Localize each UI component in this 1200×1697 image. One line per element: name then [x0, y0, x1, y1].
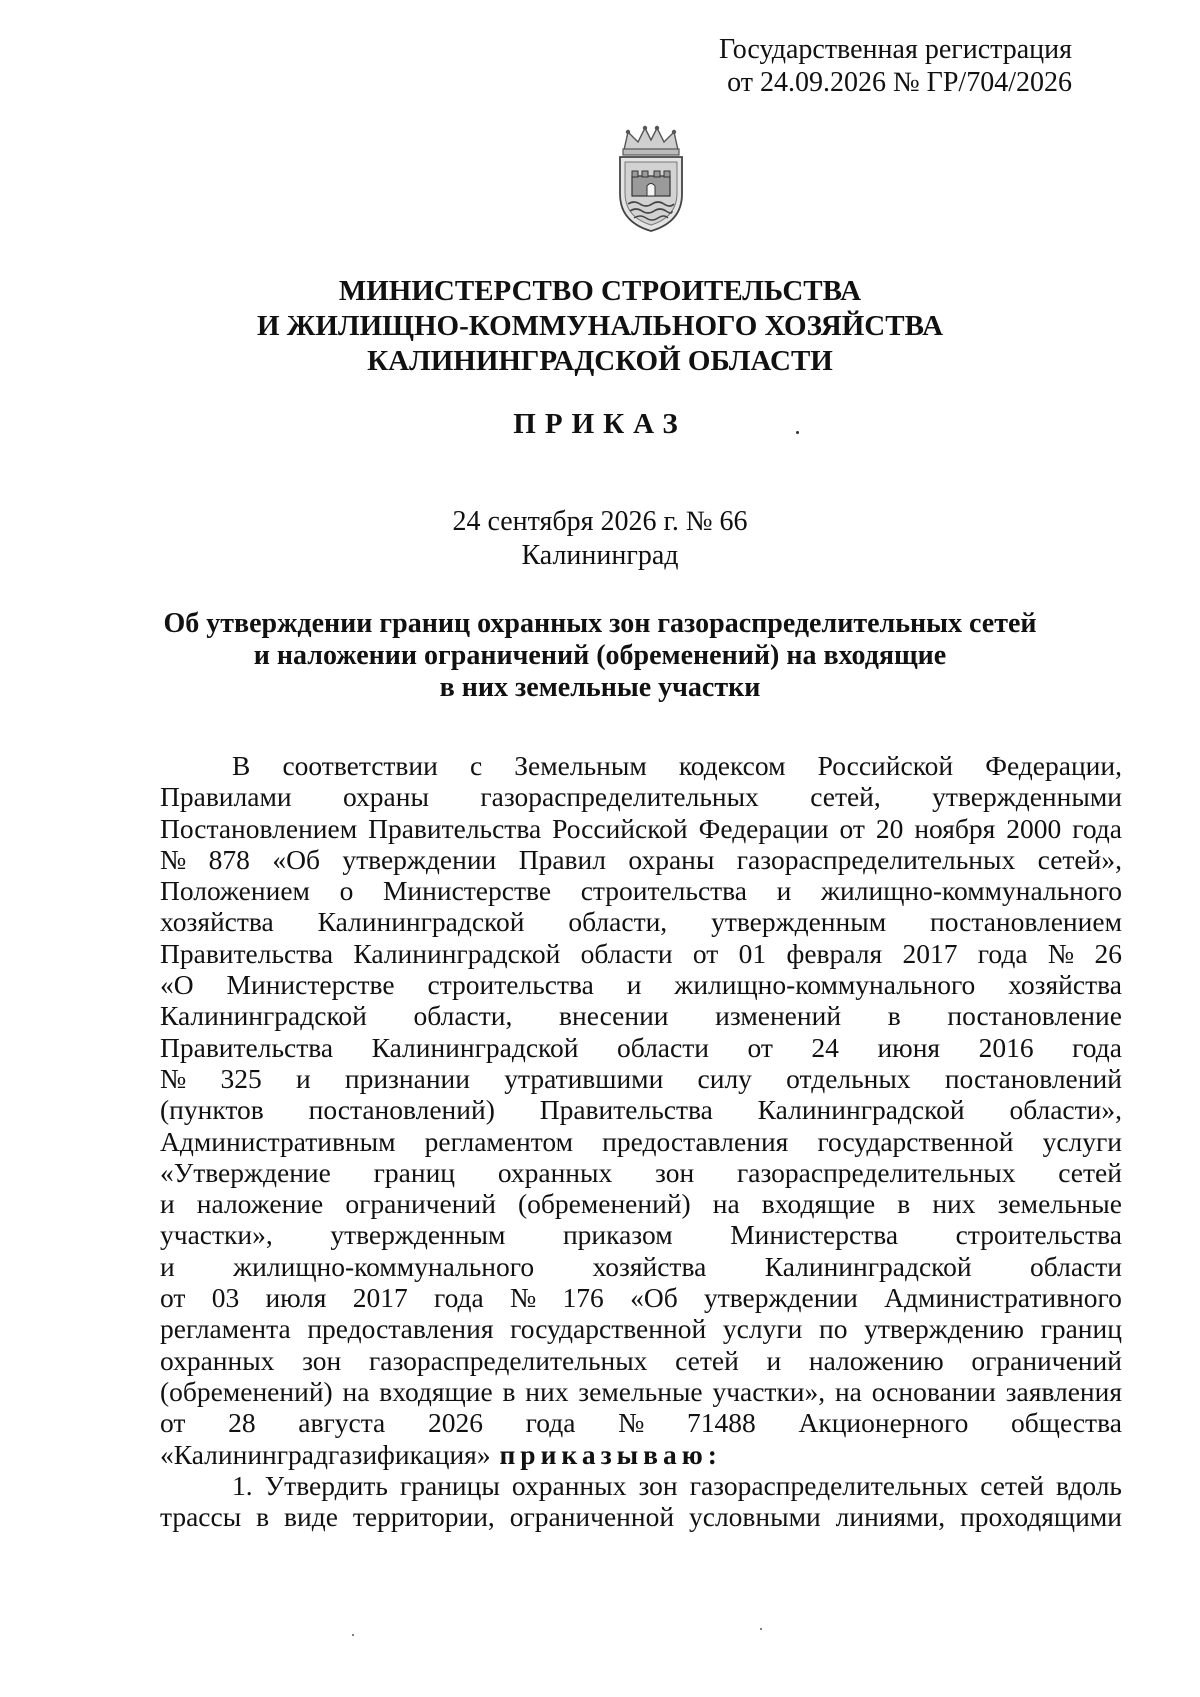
word: В [232, 750, 251, 781]
word: от [747, 1031, 773, 1063]
company-name: «Калининградгазификация» [160, 1438, 491, 1470]
scan-speck [796, 431, 799, 434]
preamble-line [160, 750, 1122, 781]
word: от [692, 937, 719, 969]
word: Российской [817, 750, 954, 781]
word: на [834, 1375, 862, 1407]
word: отдельных [786, 1062, 911, 1094]
word: № [1047, 937, 1075, 969]
preamble-line [160, 1313, 1122, 1344]
word: (пунктов [160, 1094, 264, 1126]
word: № [510, 1282, 537, 1314]
word: сетей, [810, 781, 881, 813]
word: заявления [1005, 1375, 1122, 1407]
word: Министерства [730, 1219, 899, 1251]
word: предоставления [307, 1313, 494, 1345]
word: регламентом [424, 1125, 574, 1157]
ministry-line-1: МИНИСТЕРСТВО СТРОИТЕЛЬСТВА [338, 275, 862, 307]
word: 176 [562, 1282, 604, 1314]
word: утвержденным [711, 906, 887, 938]
preamble-paragraph [160, 750, 1122, 1439]
word: услуги [1042, 1125, 1122, 1157]
word: Акционерного [798, 1407, 969, 1439]
word: «Утверждение [160, 1156, 331, 1188]
word: 24 [811, 1031, 839, 1063]
word: линиями, [835, 1501, 946, 1533]
word: внесении [559, 1000, 669, 1032]
preamble-line [160, 969, 1122, 1000]
word: № [160, 843, 187, 875]
ministry-line-2: И ЖИЛИЩНО-КОММУНАЛЬНОГО ХОЗЯЙСТВА [256, 310, 944, 342]
word: 01 [738, 937, 767, 969]
title-line-3: в них земельные участки [439, 672, 761, 703]
word: Утвердить [264, 1469, 388, 1501]
word: Правительства [539, 1094, 713, 1126]
word: условными [688, 1501, 821, 1533]
word: территории, [352, 1501, 495, 1533]
word: «О [160, 969, 194, 1001]
word: постановлений) [308, 1094, 495, 1126]
word: августа [298, 1407, 386, 1439]
word: строительства [955, 1219, 1122, 1251]
word: наложение [196, 1188, 324, 1220]
preamble-line [160, 1094, 1122, 1125]
word: хозяйства [1008, 969, 1122, 1001]
word: предоставления [602, 1125, 789, 1157]
word: 28 [228, 1407, 256, 1439]
word: Калининградской [317, 906, 525, 938]
word: них [932, 1188, 976, 1220]
word: сетей [980, 1469, 1044, 1501]
word: соответствии [282, 750, 438, 781]
word: охранных [511, 1469, 627, 1501]
word: № [618, 1407, 645, 1439]
document-title [150, 608, 1050, 704]
word: 878 [208, 843, 250, 875]
word: утвержденным [330, 1219, 506, 1251]
preamble-line [160, 781, 1122, 812]
word: в [502, 1375, 516, 1407]
word: жилищно-коммунального [674, 969, 976, 1001]
word: силу [697, 1062, 752, 1094]
word: года [977, 937, 1028, 969]
word: общества [1011, 1407, 1122, 1439]
word: 71488 [687, 1407, 756, 1439]
preamble-line [160, 938, 1122, 969]
word: № [160, 1062, 187, 1094]
word: строительства [580, 875, 748, 907]
preamble-line [160, 1376, 1122, 1407]
word: зон [638, 1469, 678, 1501]
word: основании [871, 1375, 996, 1407]
kaliningrad-coat-of-arms-icon [612, 124, 690, 234]
word: Правительства [160, 937, 334, 969]
preamble-line [160, 1219, 1122, 1250]
word: года [1072, 1031, 1122, 1063]
word: года [525, 1407, 576, 1439]
preamble-line [160, 1407, 1122, 1438]
word: о [339, 875, 354, 907]
word: Калининградской [757, 1094, 965, 1126]
order-command: приказываю: [499, 1438, 722, 1470]
word: в [897, 1188, 911, 1220]
word: границ [373, 1156, 456, 1188]
word: 1. [232, 1469, 253, 1501]
ministry-line-3: КАЛИНИНГРАДСКОЙ ОБЛАСТИ [367, 345, 833, 377]
word: вдоль [1056, 1469, 1122, 1501]
word: Министерстве [226, 969, 395, 1001]
word: сетей», [1037, 843, 1122, 875]
word: регламента [160, 1313, 291, 1345]
word: земельные [997, 1188, 1122, 1220]
closing-line [160, 1439, 1122, 1470]
word: на [712, 1188, 740, 1220]
registration-stamp [719, 33, 1072, 99]
word: 2017 [902, 937, 958, 969]
word: строительства [427, 969, 594, 1001]
title-line-2: и наложении ограничений (обременений) на входящие [253, 640, 947, 671]
word: входящие [379, 1375, 493, 1407]
word: Правительства [160, 1031, 334, 1063]
word: 2026 [427, 1407, 483, 1439]
preamble-line [160, 1345, 1122, 1376]
preamble-line [160, 1282, 1122, 1313]
city-name: Калининград [521, 540, 679, 571]
scan-speck [760, 1628, 762, 1630]
word: 2017 [352, 1282, 408, 1314]
word: 03 [211, 1282, 240, 1314]
date-number: 24 сентября 2026 г. № 66 [452, 506, 748, 537]
preamble-line [160, 844, 1122, 875]
word: участки», [160, 1219, 273, 1251]
word: постановление [947, 1000, 1122, 1032]
word: и [160, 1188, 175, 1220]
word: охранных [497, 1156, 613, 1188]
word: Постановлением [160, 812, 358, 844]
preamble-line [160, 1126, 1122, 1157]
word: области, [413, 1000, 513, 1032]
word: Административным [160, 1125, 396, 1157]
word: 2000 [1006, 812, 1062, 844]
word: границы [399, 1469, 500, 1501]
word: по [818, 1313, 848, 1345]
word: и [295, 1062, 311, 1094]
word: утратившими [504, 1062, 664, 1094]
word: ноября [914, 812, 996, 844]
word: Калининградской [371, 1031, 579, 1063]
word: участки», [712, 1375, 826, 1407]
word: года [1072, 812, 1122, 844]
word: Положением [160, 875, 310, 907]
word: государственной [817, 1125, 1014, 1157]
word: июля [265, 1282, 327, 1314]
word: постановлений [944, 1062, 1122, 1094]
word: Калининградской [353, 937, 561, 969]
word: от [160, 1407, 186, 1439]
word: и [766, 1344, 782, 1376]
word: признании [344, 1062, 470, 1094]
word: февраля [786, 937, 883, 969]
word: сетей [1058, 1156, 1122, 1188]
word: газораспределительных [689, 1469, 969, 1501]
word: утверждении [703, 1282, 858, 1314]
preamble-line [160, 1032, 1122, 1063]
word: Земельным [514, 750, 647, 781]
word: кодексом [678, 750, 786, 781]
item-1-line [160, 1470, 1122, 1501]
word: зон [655, 1156, 695, 1188]
word: газораспределительных [736, 1156, 1016, 1188]
word: Калининградской [160, 1000, 367, 1032]
word: Правил [518, 843, 606, 875]
word: них [525, 1375, 569, 1407]
word: Российской [552, 812, 688, 844]
word: газораспределительных [736, 843, 1016, 875]
word: 325 [220, 1062, 262, 1094]
word: и [160, 1250, 175, 1282]
word: Калининградской [764, 1250, 972, 1282]
word: жилищно-коммунального [821, 875, 1122, 907]
word: с [469, 750, 483, 781]
word: охранных [160, 1344, 275, 1376]
word: июня [877, 1031, 941, 1063]
word: и [776, 875, 792, 907]
word: области [1030, 1250, 1122, 1282]
word: хозяйства [160, 906, 274, 938]
date-number-block [150, 505, 1050, 573]
word: Министерстве [382, 875, 552, 907]
item-1-paragraph [160, 1470, 1122, 1533]
word: «Об [272, 843, 320, 875]
word: газораспределительных [368, 1344, 648, 1376]
preamble-line [160, 1188, 1122, 1219]
word: входящие [761, 1188, 876, 1220]
word: утвержденными [932, 781, 1122, 813]
word: границ [1040, 1313, 1122, 1345]
word: ограниченной [509, 1501, 675, 1533]
word: области», [1009, 1094, 1122, 1126]
document-type-heading: ПРИКАЗ [513, 408, 687, 440]
word: зон [302, 1344, 342, 1376]
word: Административного [884, 1282, 1122, 1314]
word: охраны [628, 843, 715, 875]
word: (обременений) [160, 1375, 333, 1407]
word: ограничений [345, 1188, 496, 1220]
word: (обременений) [518, 1188, 691, 1220]
word: сетей [675, 1344, 739, 1376]
word: газораспределительных [480, 781, 759, 813]
word: охраны [342, 781, 429, 813]
word: постановлением [930, 906, 1122, 938]
word: ограничений [971, 1344, 1122, 1376]
word: года [433, 1282, 484, 1314]
word: Федерации [698, 812, 829, 844]
word: жилищно-коммунального [233, 1250, 535, 1282]
word: Правилами [160, 781, 292, 813]
word: области, [568, 906, 668, 938]
word: Федерации, [985, 750, 1122, 781]
preamble-line [160, 1251, 1122, 1282]
word: утверждению [864, 1313, 1024, 1345]
word: проходящими [960, 1501, 1122, 1533]
ministry-name [150, 274, 1050, 379]
preamble-line [160, 1000, 1122, 1031]
registration-line-2: от 24.09.2026 № ГР/704/2026 [727, 67, 1072, 98]
word: в [256, 1501, 270, 1533]
preamble-line [160, 813, 1122, 844]
registration-line-1: Государственная регистрация [719, 34, 1072, 65]
word: от [839, 812, 865, 844]
word: «Об [630, 1282, 678, 1314]
word: изменений [715, 1000, 842, 1032]
word: хозяйства [592, 1250, 707, 1282]
word: области [580, 937, 673, 969]
word: утверждении [342, 843, 497, 875]
preamble-line [160, 1157, 1122, 1188]
preamble-line [160, 875, 1122, 906]
preamble-line [160, 1063, 1122, 1094]
word: в [887, 1000, 901, 1032]
word: государственной [510, 1313, 707, 1345]
word: от [160, 1282, 186, 1314]
word: наложению [808, 1344, 944, 1376]
word: виде [284, 1501, 338, 1533]
title-line-1: Об утверждении границ охранных зон газораспределительных сетей [163, 608, 1037, 639]
word: земельные [578, 1375, 703, 1407]
word: Правительства [368, 812, 542, 844]
word: 26 [1094, 937, 1122, 969]
word: 2016 [978, 1031, 1034, 1063]
body-text [160, 750, 1122, 1532]
word: области [617, 1031, 709, 1063]
preamble-line [160, 906, 1122, 937]
word: услуги [722, 1313, 803, 1345]
word: и [626, 969, 642, 1001]
item-1-line [160, 1501, 1122, 1532]
word: 20 [875, 812, 904, 844]
scan-speck [352, 1634, 354, 1636]
word: на [342, 1375, 370, 1407]
word: приказом [562, 1219, 673, 1251]
word: трассы [160, 1501, 242, 1533]
